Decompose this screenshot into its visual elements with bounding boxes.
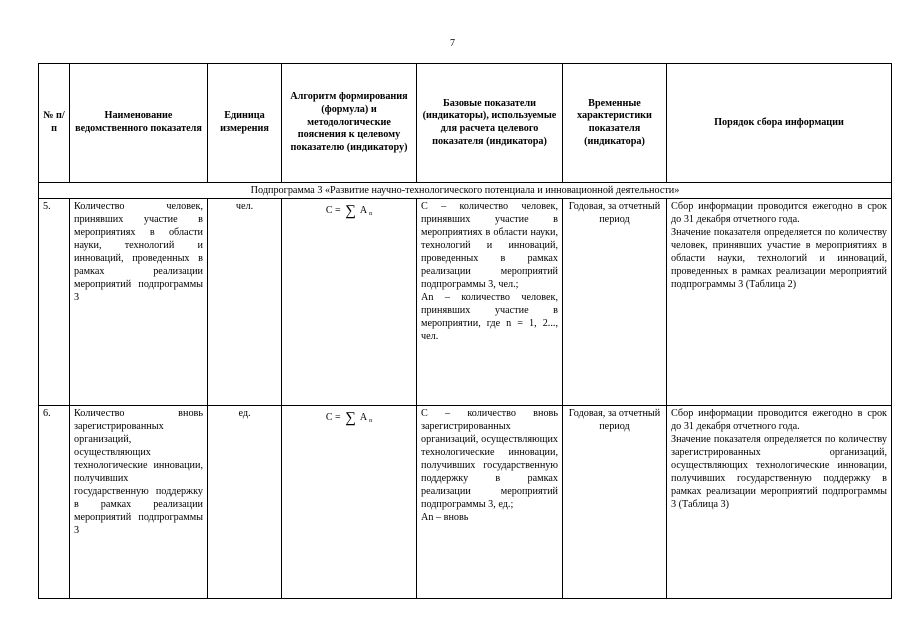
row-time: Годовая, за отчетный период: [563, 199, 667, 406]
formula: [286, 407, 412, 428]
formula-subscript: n: [369, 418, 373, 424]
row-num: 6.: [39, 406, 70, 599]
row-base-indicators: [417, 199, 563, 406]
order-paragraph-1: Сбор информации проводится ежегодно в срок до 31 декабря отчетного года.: [671, 408, 887, 433]
row-formula: [282, 406, 417, 599]
table-header-row: [39, 64, 892, 183]
table-row: [39, 199, 892, 406]
formula-lhs: C =: [325, 205, 341, 216]
formula-subscript: n: [369, 211, 373, 217]
row-formula: [282, 199, 417, 406]
row-indicator-name: Количество вновь зарегистрированных организаций, осуществляющих технологические инновации, получивших государственную поддержку в рамках реализации мероприятий подпрограммы 3: [70, 406, 208, 599]
header-order: Порядок сбора информации: [667, 64, 892, 183]
header-unit: Единица измерения: [208, 64, 282, 183]
order-paragraph-2: Значение показателя определяется по количеству человек, принявших участие в мероприятиях в области науки, технологий и инноваций, проведенных в рамках реализации мероприятий подпрограммы 3 (Таблица 2): [671, 227, 887, 291]
header-num: № п/п: [39, 64, 70, 183]
row-time: Годовая, за отчетный период: [563, 406, 667, 599]
base-extra: Аn – количество человек, принявших участие в мероприятии, где n = 1, 2..., чел.: [421, 292, 558, 343]
subprogram-title: Подпрограмма 3 «Развитие научно-технологического потенциала и инновационной деятельности»: [39, 183, 892, 199]
base-description: С – количество вновь зарегистрированных организаций, осуществляющих технологические инновации, получивших государственную поддержку в рамках реализации мероприятий подпрограммы 3, ед.;: [421, 408, 558, 511]
base-extra: Аn – вновь: [421, 512, 469, 524]
subprogram-row: [39, 183, 892, 199]
sigma-symbol: ∑: [345, 410, 356, 426]
row-num: 5.: [39, 199, 70, 406]
table-row: [39, 406, 892, 599]
row-indicator-name: Количество человек, принявших участие в мероприятиях в области науки, технологий и инноваций, проведенных в рамках реализации мероприятий подпрограммы 3: [70, 199, 208, 406]
header-name: Наименование ведомственного показателя: [70, 64, 208, 183]
indicators-table: [38, 63, 892, 599]
order-paragraph-2: Значение показателя определяется по количеству зарегистрированных организаций, осуществляющих технологические инновации, получивших государственную поддержку в рамках реализации мероприятий подпрограммы 3 (Таблица 3): [671, 434, 887, 511]
page-number: 7: [450, 38, 455, 49]
formula-term: A: [359, 412, 368, 423]
header-base: Базовые показатели (индикаторы), используемые для расчета целевого показателя (индикатора): [417, 64, 563, 183]
row-unit: чел.: [208, 199, 282, 406]
formula-term: A: [359, 205, 368, 216]
row-order: [667, 199, 892, 406]
order-paragraph-1: Сбор информации проводится ежегодно в срок до 31 декабря отчетного года.: [671, 201, 887, 226]
sigma-symbol: ∑: [345, 203, 356, 219]
header-algorithm: Алгоритм формирования (формула) и методологические пояснения к целевому показателю (индикатору): [282, 64, 417, 183]
row-base-indicators: [417, 406, 563, 599]
row-unit: ед.: [208, 406, 282, 599]
formula-lhs: C =: [325, 412, 341, 423]
row-order: [667, 406, 892, 599]
header-time: Временные характеристики показателя (индикатора): [563, 64, 667, 183]
base-description: С – количество человек, принявших участие в мероприятиях в области науки, технологий и инноваций, проведенных в рамках реализации мероприятий подпрограммы 3, чел.;: [421, 201, 558, 291]
formula: [286, 200, 412, 221]
